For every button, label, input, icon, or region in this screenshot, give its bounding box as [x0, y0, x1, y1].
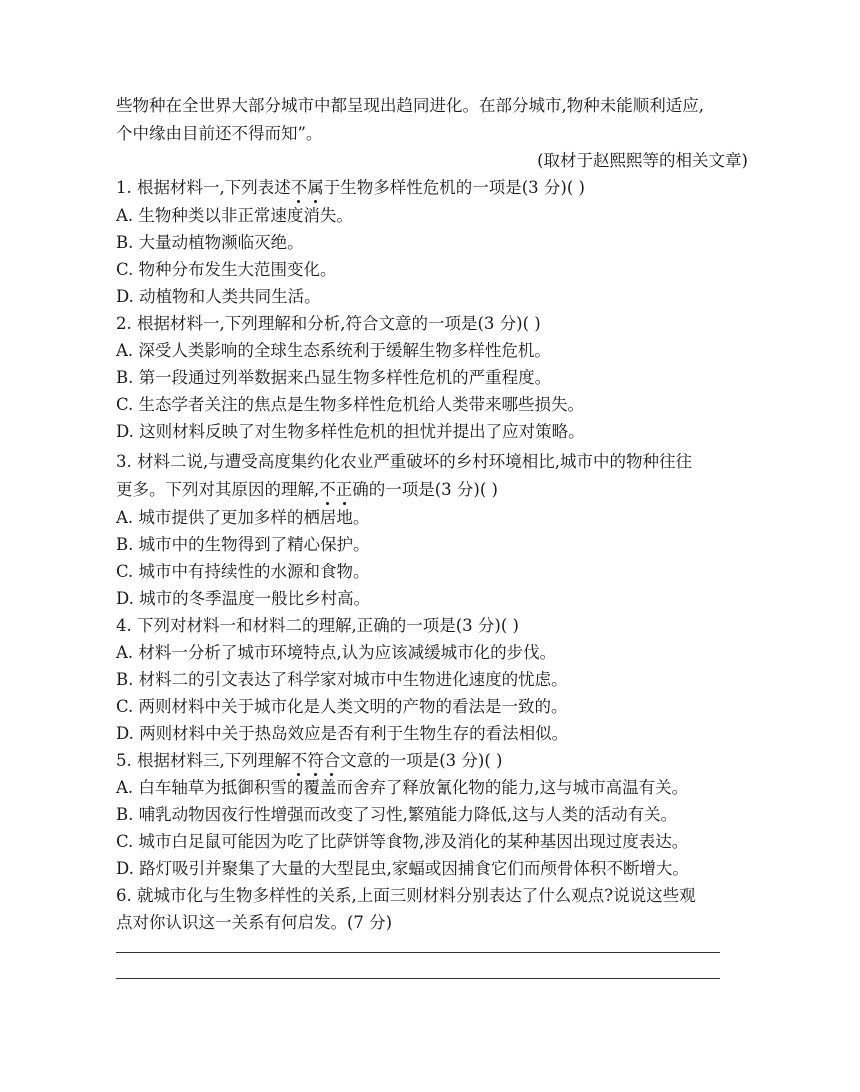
q5-option-a: A. 白车轴草为抵御积雪的覆盖而舍弃了释放氰化物的能力,这与城市高温有关。	[116, 778, 689, 797]
q2-option-c: C. 生态学者关注的焦点是生物多样性危机给人类带来哪些损失。	[116, 395, 585, 414]
q5-stem-text: 5. 根据材料三,下列理解	[116, 751, 291, 770]
q5-stem-text: 文意的一项是(3 分)( )	[340, 751, 503, 770]
intro-line-2: 个中缘由目前还不得而知”。	[116, 124, 323, 143]
q2-stem: 2. 根据材料一,下列理解和分析,符合文意的一项是(3 分)( )	[116, 314, 541, 333]
q3-emphasis-char: 不	[319, 480, 336, 499]
q1-stem	[116, 178, 756, 198]
q1-option-c: C. 物种分布发生大范围变化。	[116, 260, 337, 279]
q6-stem-line-2: 点对你认识这一关系有何启发。(7 分)	[116, 913, 393, 932]
q5-option-d: D. 路灯吸引并聚集了大量的大型昆虫,家蝠或因捕食它们而颅骨体积不断增大。	[116, 859, 689, 878]
answer-line[interactable]	[116, 952, 720, 953]
q2-option-b: B. 第一段通过列举数据来凸显生物多样性危机的严重程度。	[116, 368, 552, 387]
q1-emphasis-char: 属	[307, 178, 324, 197]
q5-emphasis-char: 符	[307, 751, 324, 770]
q2-option-a: A. 深受人类影响的全球生态系统利于缓解生物多样性危机。	[116, 341, 551, 360]
q4-option-d: D. 两则材料中关于热岛效应是否有利于生物生存的看法相似。	[116, 724, 569, 743]
q5-stem	[116, 751, 756, 771]
q5-emphasis-char: 合	[323, 751, 341, 770]
q1-emphasis-char: 不	[290, 178, 308, 197]
q4-option-c: C. 两则材料中关于城市化是人类文明的产物的看法是一致的。	[116, 697, 568, 716]
q1-option-d: D. 动植物和人类共同生活。	[116, 287, 321, 306]
q3-stem-line-1: 3. 材料二说,与遭受高度集约化农业严重破坏的乡村环境相比,城市中的物种往往	[116, 452, 692, 471]
q5-emphasis-char: 不	[290, 751, 308, 770]
q1-stem-text: 于生物多样性危机的一项是(3 分)( )	[323, 178, 585, 197]
q1-option-a: A. 生物种类以非正常速度消失。	[116, 206, 353, 225]
q1-stem-text: 1. 根据材料一,下列表述	[116, 178, 291, 197]
q3-stem-line-2	[116, 480, 756, 500]
q3-stem-text: 更多。下列对其原因的理解,	[116, 480, 320, 499]
q3-option-d: D. 城市的冬季温度一般比乡村高。	[116, 589, 371, 608]
q4-option-a: A. 材料一分析了城市环境特点,认为应该减缓城市化的步伐。	[116, 643, 557, 662]
q3-option-c: C. 城市中有持续性的水源和食物。	[116, 562, 370, 581]
q3-emphasis-char: 正	[335, 480, 353, 499]
q6-stem-line-1: 6. 就城市化与生物多样性的关系,上面三则材料分别表达了什么观点?说说这些观	[116, 886, 696, 905]
source-citation: (取材于赵熙熙等的相关文章)	[537, 151, 748, 170]
q2-option-d: D. 这则材料反映了对生物多样性危机的担忧并提出了应对策略。	[116, 422, 585, 441]
q3-stem-text: 确的一项是(3 分)( )	[352, 480, 498, 499]
q5-option-b: B. 哺乳动物因夜行性增强而改变了习性,繁殖能力降低,这与人类的活动有关。	[116, 805, 678, 824]
intro-line-1: 些物种在全世界大部分城市中都呈现出趋同进化。在部分城市,物种未能顺利适应,	[116, 96, 704, 115]
q3-option-b: B. 城市中的生物得到了精心保护。	[116, 535, 370, 554]
q4-stem: 4. 下列对材料一和材料二的理解,正确的一项是(3 分)( )	[116, 616, 519, 635]
q3-option-a: A. 城市提供了更加多样的栖居地。	[116, 508, 370, 527]
q4-option-b: B. 材料二的引文表达了科学家对城市中生物进化速度的忧虑。	[116, 670, 568, 689]
q5-option-c: C. 城市白足鼠可能因为吃了比萨饼等食物,涉及消化的某种基因出现过度表达。	[116, 832, 689, 851]
q1-option-b: B. 大量动植物濒临灭绝。	[116, 233, 304, 252]
answer-line[interactable]	[116, 978, 720, 979]
